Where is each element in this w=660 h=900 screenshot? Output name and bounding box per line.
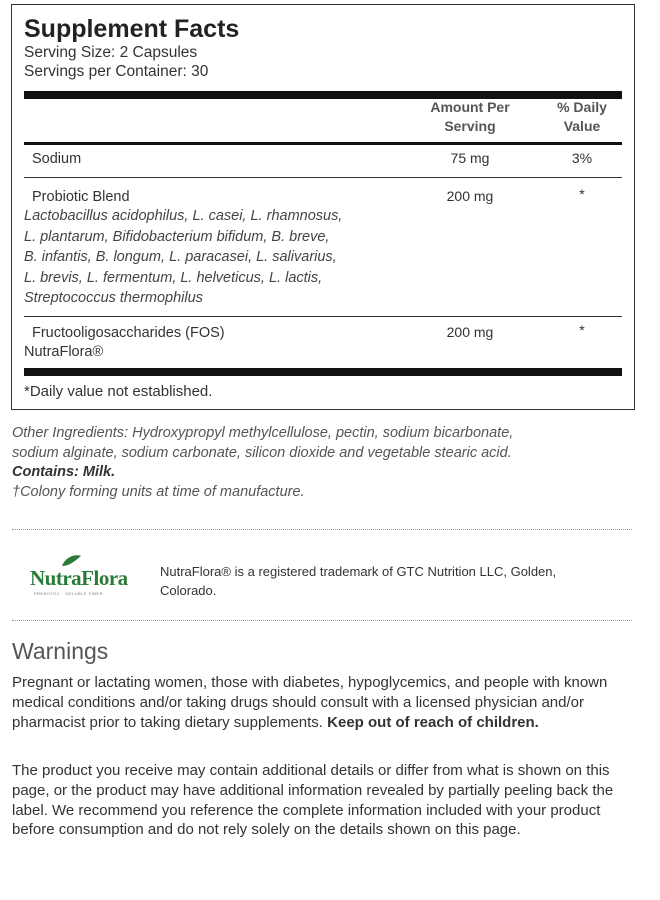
strain-line: L. plantarum, Bifidobacterium bifidum, B. breve, (24, 228, 330, 245)
probiotic-strains (24, 206, 342, 309)
thick-divider-bottom (24, 368, 622, 376)
warnings-body: Pregnant or lactating women, those with diabetes, hypoglycemics, and people with known medical conditions and/or taking drugs should consult with a licensed physician and/or pharmacist prior to taking dietary supplements. (12, 674, 608, 731)
warnings-heading: Warnings (12, 638, 109, 664)
dotted-divider (12, 529, 632, 530)
nutrient-subname: NutraFlora® (24, 344, 104, 360)
trademark-notice: NutraFlora® is a registered trademark of GTC Nutrition LLC, Golden, Colorado. (160, 564, 557, 598)
dv-header-line2: Value (563, 118, 601, 134)
logo-wordmark: NutraFlora (30, 566, 128, 590)
nutrient-amount: 200 mg (446, 188, 494, 204)
other-ingredients-line1: Other Ingredients: Hydroxypropyl methylcellulose, pectin, sodium bicarbonate, (12, 425, 514, 441)
row-divider (24, 177, 622, 178)
amount-header (410, 98, 530, 136)
amount-header-line1: Amount Per (430, 99, 510, 115)
dv-footnote: *Daily value not established. (24, 383, 213, 400)
cfu-note: †Colony forming units at time of manufacture. (12, 483, 305, 500)
dv-header-line1: % Daily (557, 99, 607, 115)
label-disclaimer: The product you receive may contain additional details or differ from what is shown on this page, or the product may have additional information revealed by partially peeling back the label. We recommend you reference the complete information included with your product before consumption and do not rely solely on the details shown on this page. (12, 762, 614, 839)
nutrient-amount: 75 mg (450, 150, 490, 166)
logo-tagline: PREBIOTIC · SOLUBLE FIBER (34, 591, 103, 596)
keep-out-of-reach: Keep out of reach of children. (327, 713, 539, 731)
thick-divider-top (24, 91, 622, 99)
nutrient-dv: * (579, 322, 585, 338)
header-divider (24, 142, 622, 145)
serving-size: Serving Size: 2 Capsules (24, 44, 198, 61)
row-divider (24, 316, 622, 317)
nutrient-dv: * (579, 186, 585, 202)
nutrient-dv: 3% (571, 150, 593, 166)
nutrient-name: Probiotic Blend (32, 189, 130, 205)
nutrient-name: Sodium (32, 151, 82, 167)
strain-line: L. brevis, L. fermentum, L. helveticus, L. lactis, (24, 269, 323, 286)
other-ingredients-line2: sodium alginate, sodium carbonate, silicon dioxide and vegetable stearic acid. (12, 444, 512, 461)
supplement-facts-panel (11, 4, 635, 410)
dv-header (542, 98, 622, 136)
warnings-text (12, 673, 632, 732)
dotted-divider (12, 620, 632, 621)
servings-per-container: Servings per Container: 30 (24, 63, 209, 80)
strain-line: Lactobacillus acidophilus, L. casei, L. rhamnosus, (24, 208, 343, 224)
nutraflora-logo (30, 558, 142, 598)
nutrient-name: Fructooligosaccharides (FOS) (32, 325, 225, 341)
strain-line: B. infantis, B. longum, L. paracasei, L. salivarius, (24, 249, 337, 265)
nutrient-amount: 200 mg (446, 324, 494, 340)
facts-title: Supplement Facts (24, 15, 240, 43)
amount-header-line2: Serving (444, 118, 496, 134)
other-ingredients (12, 424, 642, 502)
allergen-statement: Contains: Milk. (12, 464, 116, 480)
strain-line: Streptococcus thermophilus (24, 290, 203, 306)
